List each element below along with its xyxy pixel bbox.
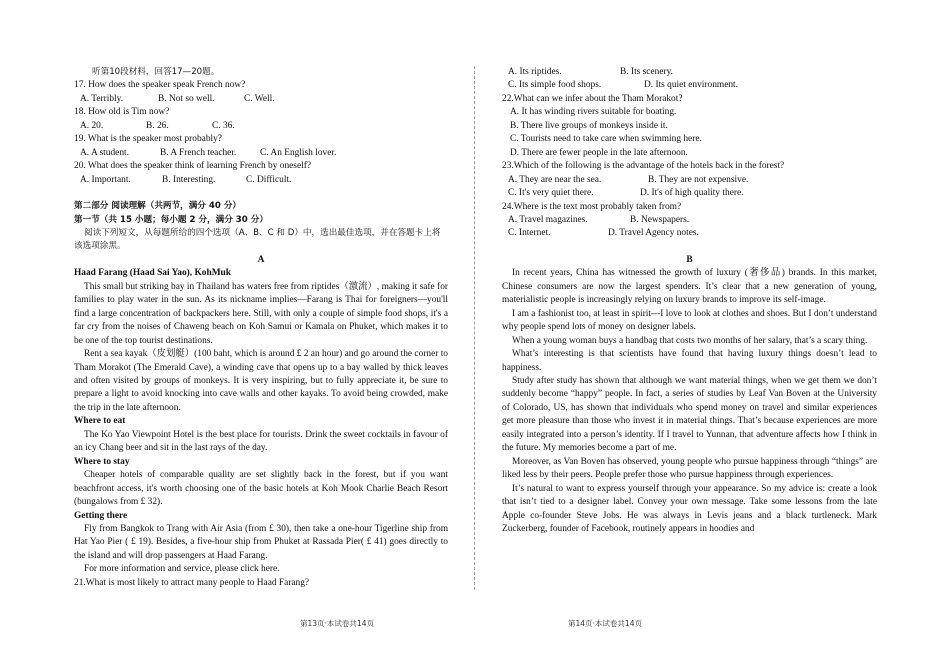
question-stem: 24.Where is the text most probably taken from? bbox=[502, 201, 682, 212]
answer-options-row bbox=[502, 174, 877, 187]
passage-b-paragraph-6: Moreover, as Van Boven has observed, young people who pursue happiness through “things” are liked less by their peers. People prefer those who pursue happiness through experiences. bbox=[502, 456, 877, 481]
question-19 bbox=[74, 133, 448, 160]
where-to-eat-text: The Ko Yao Viewpoint Hotel is the best place for tourists. Drink the sweet cocktails in favour of an icy Chang beer and sit in the last rays of the day. bbox=[74, 429, 448, 454]
option-d[interactable]: D. Travel Agency notes. bbox=[608, 228, 699, 239]
option-a[interactable]: A. Its riptides. bbox=[508, 67, 562, 77]
question-18 bbox=[74, 106, 448, 133]
option-c[interactable]: C. 36. bbox=[212, 120, 235, 131]
option-c[interactable]: C. It's very quiet there. bbox=[508, 188, 594, 199]
more-info-text: For more information and service, please click here. bbox=[84, 564, 280, 575]
answer-options-row bbox=[502, 187, 877, 200]
column-divider bbox=[474, 66, 475, 590]
listening-instruction: 听第10段材料，回答17—20题。 bbox=[92, 67, 220, 77]
answer-options-row bbox=[502, 79, 877, 92]
option-a[interactable]: A. 20. bbox=[80, 120, 104, 131]
question-stem: 19. What is the speaker most probably? bbox=[74, 134, 222, 145]
passage-b-label: B bbox=[686, 254, 693, 265]
option-a[interactable]: A. Terribly. bbox=[80, 93, 124, 104]
heading-where-to-stay: Where to stay bbox=[74, 456, 130, 467]
answer-options bbox=[74, 120, 448, 133]
option-a[interactable]: A. Travel magazines. bbox=[508, 214, 588, 225]
question-22 bbox=[502, 93, 877, 160]
passage-a-paragraph-1: This small but striking bay in Thailand has waters free from riptides（激流）, making it safe for families to play water in the sun. As its nickname implies—Farang is Thai for foreigners—you'll find a large concentration of backpackers here. Still, with only a couple of simple food shops, it's a far cry from the noises of Chaweng beach on Koh Samui or Kamala on Phuket, which makes it to be one of the top tourist destinations. bbox=[74, 281, 448, 346]
question-stem: 17. How does the speaker speak French now? bbox=[74, 80, 246, 91]
passage-a-title: Haad Farang (Haad Sai Yao), KohMuk bbox=[74, 268, 231, 279]
passage-a-label: A bbox=[257, 254, 265, 265]
option-c[interactable]: C. Its simple food shops. bbox=[508, 80, 602, 91]
option-a[interactable]: A. They are near the sea. bbox=[508, 174, 602, 185]
option-b[interactable]: B. Its scenery. bbox=[620, 67, 674, 77]
passage-a-paragraph-2: Rent a sea kayak（皮划艇）(100 baht, which is around £ 2 an hour) and go around the corner to Tham Morakot (The Emerald Cave), a winding cave that opens up to a bay walled by thick leaves and often visited by groups of monkeys. It is very inspiring, but to fully appreciate it, be sure to prepare a light to avoid knocking into cave walls and other kayaks. To avoid being crowded, make the trip in the late afternoon. bbox=[74, 349, 448, 413]
option-b[interactable]: B. 26. bbox=[146, 120, 169, 131]
option-c[interactable]: C. Internet. bbox=[508, 228, 551, 239]
option-b[interactable]: B. Interesting. bbox=[162, 174, 216, 185]
reading-instructions: 阅读下列短文，从每题所给的四个选项（A、B、C 和 D）中，选出最佳选项，并在答题卡上将该选项涂黑。 bbox=[74, 227, 441, 252]
option-b[interactable]: B. They are not expensive. bbox=[648, 174, 749, 185]
question-stem: 18. How old is Tim now? bbox=[74, 107, 170, 118]
answer-options-row bbox=[502, 66, 877, 79]
question-17 bbox=[74, 79, 448, 106]
answer-options bbox=[74, 174, 448, 187]
section-one-title: 第一节（共 15 小题；每小题 2 分，满分 30 分） bbox=[74, 214, 268, 225]
question-stem: 23.Which of the following is the advantage of the hotels back in the forest? bbox=[502, 161, 785, 172]
heading-getting-there: Getting there bbox=[74, 510, 128, 521]
option-d[interactable]: D. There are fewer people in the late afternoon. bbox=[510, 147, 688, 158]
answer-options-row bbox=[502, 227, 877, 240]
passage-b-paragraph-5: Study after study has shown that although we want material things, when we get them we don’t suddenly become “happy” people. In fact, a series of studies by Leaf Van Boven at the University of Colorado, US, has shown that individuals who spend money on travel and similar experiences get more pleasure than those who invest it in material things. That’s because experiences are more easily integrated into a person’s identity. If I travel to Yunnan, that adventure affects how I think in the future. My memories become a part of me. bbox=[502, 375, 877, 454]
heading-where-to-eat: Where to eat bbox=[74, 416, 126, 427]
question-24 bbox=[502, 201, 877, 241]
option-c[interactable]: C. Well. bbox=[244, 93, 275, 104]
option-b[interactable]: B. Newspapers. bbox=[630, 214, 690, 225]
question-stem: 20. What does the speaker think of learning French by oneself? bbox=[74, 161, 311, 172]
option-a[interactable]: A. It has winding rivers suitable for boating. bbox=[510, 107, 677, 118]
right-column bbox=[502, 66, 877, 536]
question-21-options bbox=[502, 66, 877, 93]
passage-b-paragraph-2: I am a fashionist too, at least in spirit---I love to look at clothes and shoes. But I don’t understand why people spend lots of money on designer labels. bbox=[502, 308, 877, 333]
option-b[interactable]: B. A French teacher. bbox=[160, 147, 237, 158]
where-to-stay-text: Cheaper hotels of comparable quality are set slightly back in the forest, but if you want beachfront access, it's worth choosing one of the basic hotels at Koh Mook Charlie Beach Resort (bungalows from £ 32). bbox=[74, 470, 448, 508]
option-d[interactable]: D. It's of high quality there. bbox=[640, 188, 744, 199]
answer-options bbox=[74, 147, 448, 160]
left-column bbox=[74, 66, 448, 590]
answer-options-row bbox=[502, 214, 877, 227]
option-d[interactable]: D. Its quiet environment. bbox=[644, 80, 738, 91]
option-a[interactable]: A. Important. bbox=[80, 174, 131, 185]
answer-options bbox=[74, 93, 448, 106]
page-number-left: 第13页·本试卷共14页 bbox=[300, 619, 374, 628]
part-two-title: 第二部分 阅读理解（共两节，满分 40 分） bbox=[74, 201, 242, 212]
passage-b-paragraph-4: What’s interesting is that scientists have found that having luxury things doesn’t lead to happiness. bbox=[502, 349, 877, 373]
question-stem: 22.What can we infer about the Tham Morakot? bbox=[502, 93, 683, 104]
question-21-stem: 21.What is most likely to attract many people to Haad Farang? bbox=[74, 577, 310, 588]
option-c[interactable]: C. Difficult. bbox=[246, 174, 292, 185]
option-a[interactable]: A. A student. bbox=[80, 147, 129, 158]
option-c[interactable]: C. An English lover. bbox=[260, 147, 337, 158]
question-20 bbox=[74, 160, 448, 187]
option-b[interactable]: B. Not so well. bbox=[158, 93, 215, 104]
getting-there-text: Fly from Bangkok to Trang with Air Asia (from £ 30), then take a one-hour Tigerline ship from Hat Yao Pier ( £ 19). Besides, a five-hour ship from Phuket at Rassada Pier( £ 41) goes directly to the island and will drop passengers at Haad Farang. bbox=[74, 523, 448, 561]
option-c[interactable]: C. Tourists need to take care when swimming here. bbox=[510, 134, 702, 145]
option-b[interactable]: B. There live groups of monkeys inside it. bbox=[510, 120, 668, 131]
page-number-right: 第14页·本试卷共14页 bbox=[568, 619, 642, 628]
passage-b-paragraph-7: It’s natural to want to express yourself through your appearance. So my advice is: create a look that isn’t tied to a designer label. Convey your own message. Take some lessons from the late Apple co-founder Steve Jobs. He was always in Levis jeans and a black turtleneck. Mark Zuckerberg, founder of Facebook, routinely appears in hoodies and bbox=[502, 483, 877, 534]
passage-b-paragraph-1: In recent years, China has witnessed the growth of luxury (奢侈品) brands. In this market, Chinese consumers are now the largest spenders. It’s clear that a new generation of young, materialistic people is increasingly relying on luxury brands to improve its self-image. bbox=[502, 268, 877, 306]
passage-b-paragraph-3: When a young woman buys a handbag that costs two months of her salary, that’s a scary thing. bbox=[512, 335, 868, 346]
question-23 bbox=[502, 160, 877, 200]
